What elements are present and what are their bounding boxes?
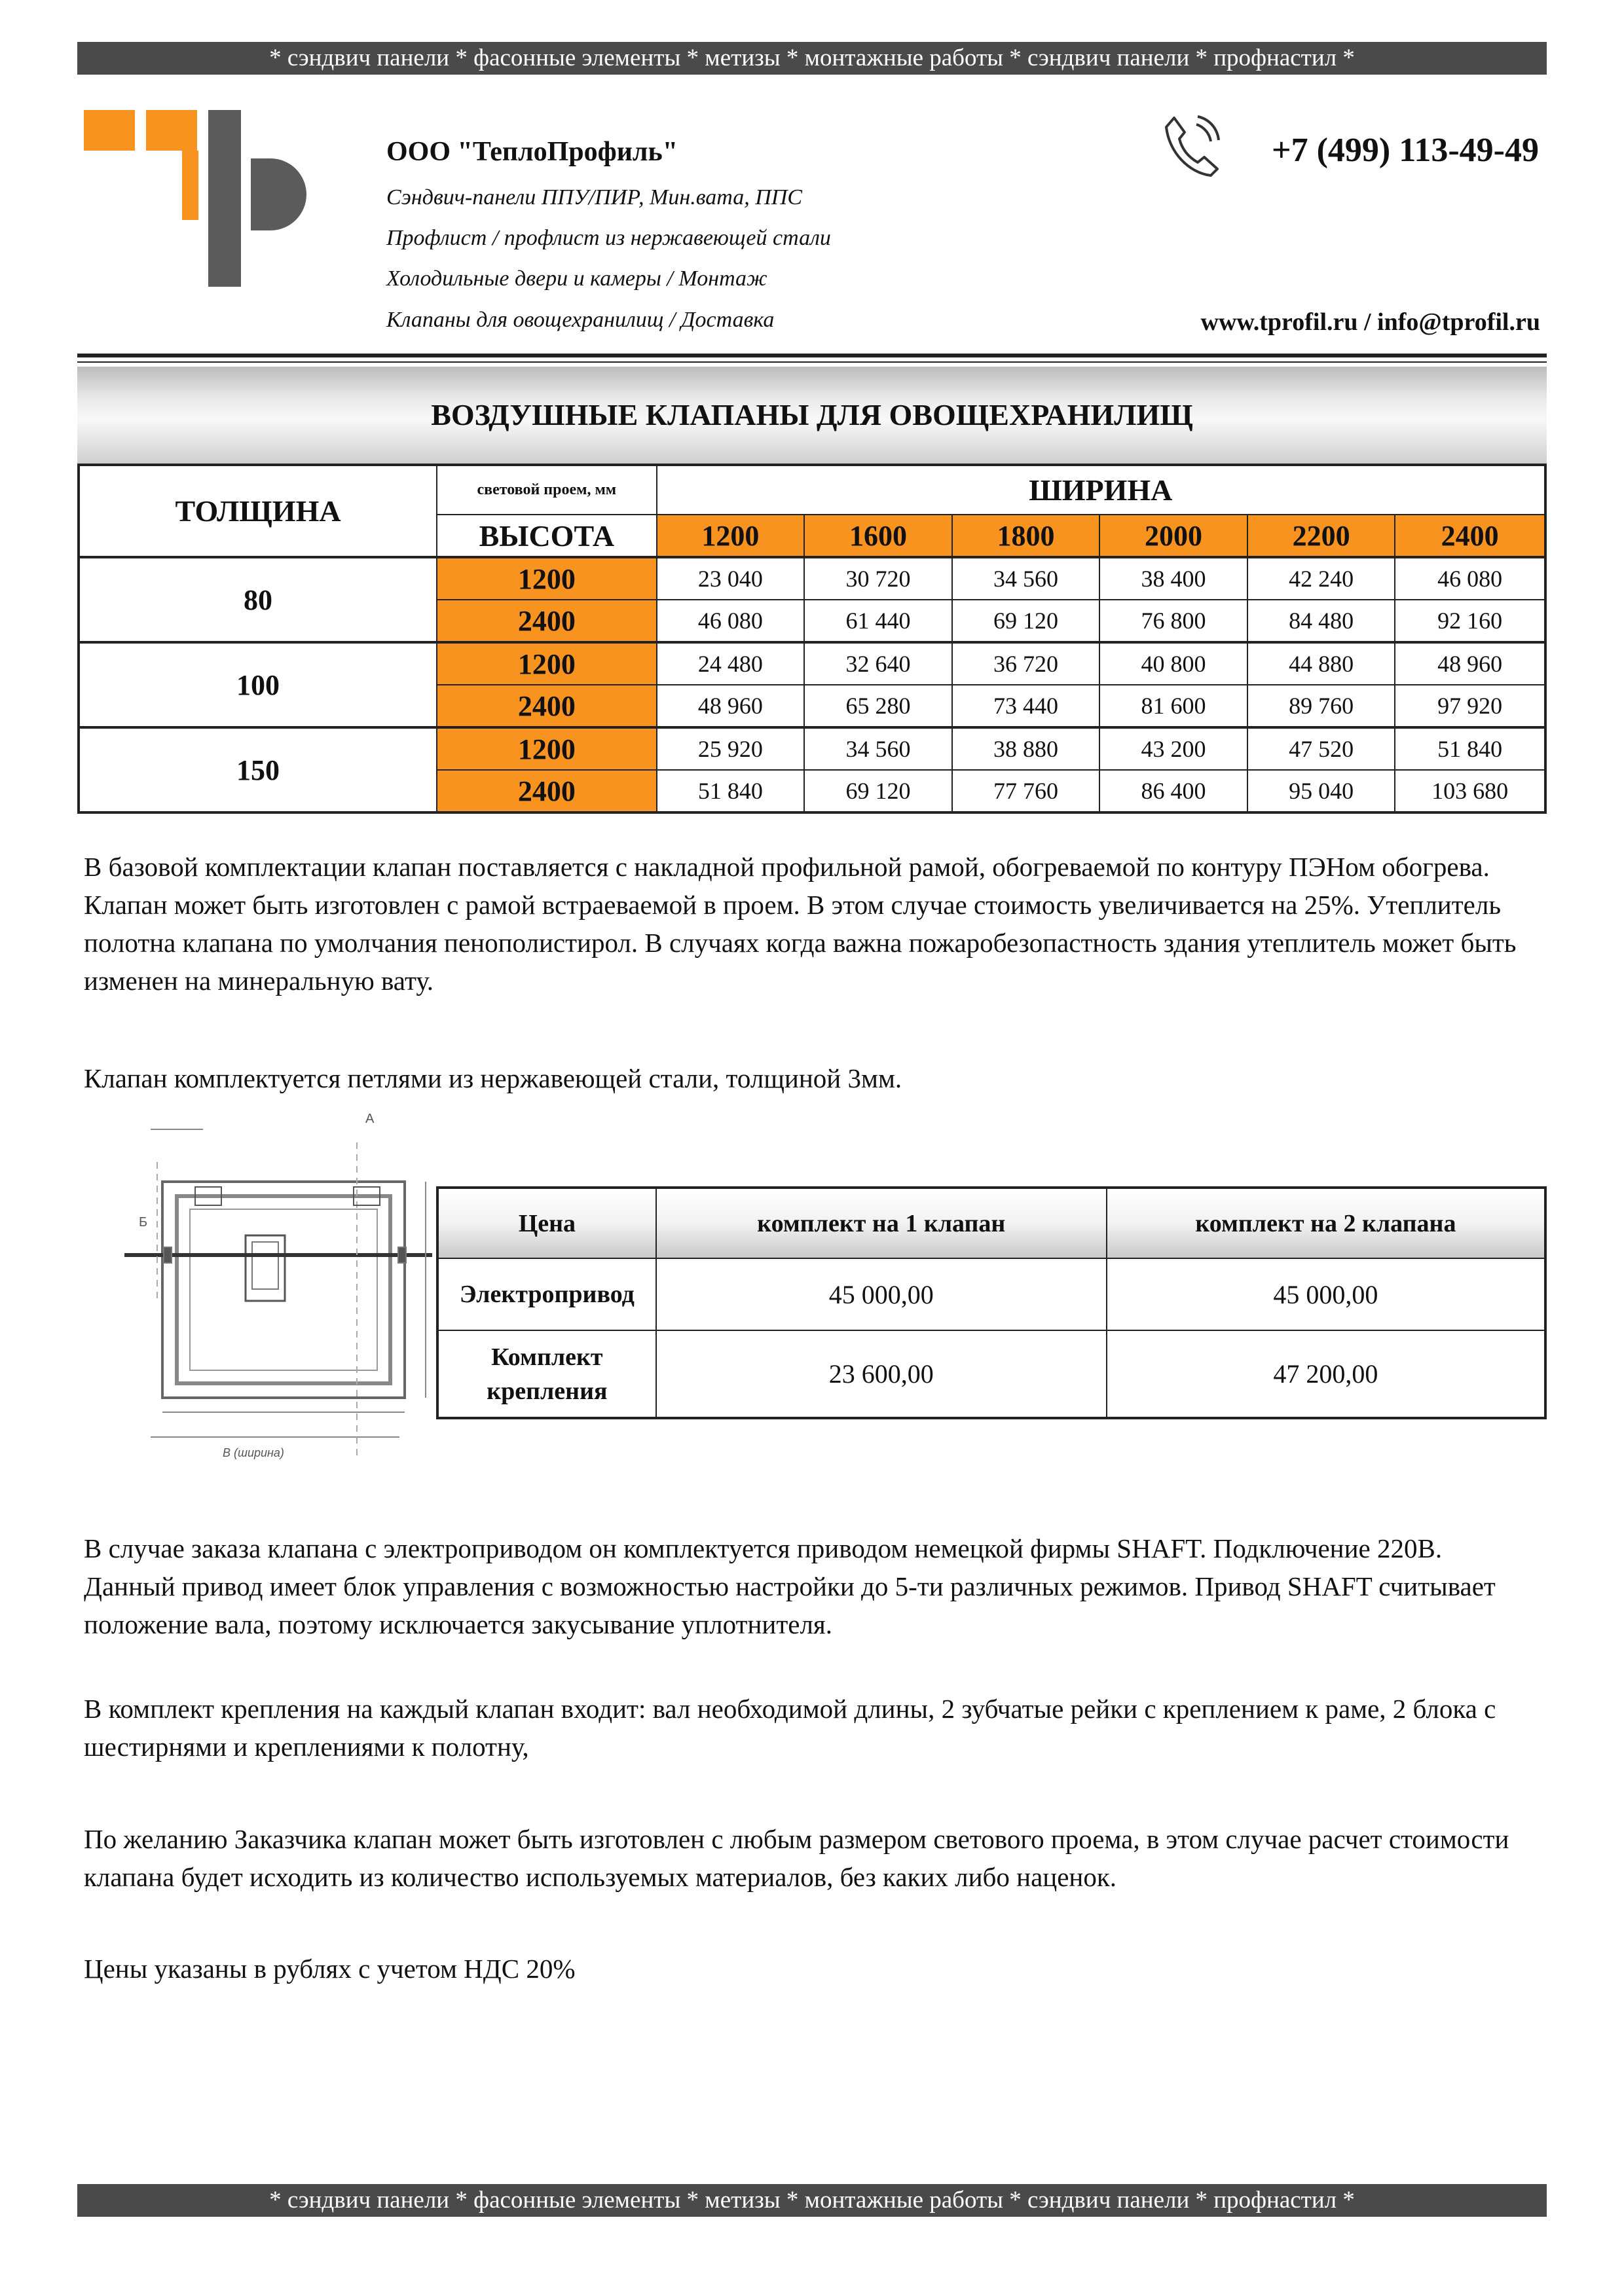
- price-cell: 48 960: [1395, 642, 1545, 685]
- header-one-valve: комплект на 1 клапан: [656, 1188, 1107, 1258]
- phone-number[interactable]: +7 (499) 113-49-49: [1271, 132, 1539, 169]
- price-cell: 42 240: [1247, 557, 1395, 600]
- price-cell: 69 120: [804, 770, 952, 812]
- height-header: ВЫСОТА: [437, 515, 657, 557]
- price-cell: 89 760: [1247, 685, 1395, 727]
- row-label-drive: Электропривод: [437, 1258, 656, 1330]
- price-table: [77, 464, 1547, 814]
- tagline-4: Клапаны для овощехранилищ / Доставка: [386, 308, 775, 332]
- price-cell: 45 000,00: [656, 1258, 1107, 1330]
- company-logo: [84, 106, 359, 289]
- drawing-label-b: Б: [139, 1215, 148, 1230]
- paragraph-shaft-drive: В случае заказа клапана с электроприводом он комплектуется приводом немецкой фирмы SHAFT. Подключение 220В. Данный привод имеет блок управления с возможностью настройки до 5-ти различных режимов. Привод SHAFT считывает положение вала, поэтому исключается закусывание уплотнителя.: [84, 1533, 1496, 1639]
- price-cell: 69 120: [952, 600, 1100, 642]
- width-1800: 1800: [952, 515, 1100, 557]
- tagline-3: Холодильные двери и камеры / Монтаж: [386, 266, 767, 291]
- drawing-label-width: В (ширина): [223, 1446, 284, 1459]
- tagline-1: Сэндвич-панели ППУ/ПИР, Мин.вата, ППС: [386, 185, 802, 210]
- price-cell: 47 200,00: [1107, 1330, 1545, 1418]
- height-cell: 1200: [437, 642, 657, 685]
- price-cell: 23 600,00: [656, 1330, 1107, 1418]
- height-cell: 2400: [437, 600, 657, 642]
- price-cell: 48 960: [657, 685, 805, 727]
- price-cell: 51 840: [657, 770, 805, 812]
- logo-block-4: [208, 110, 241, 287]
- price-cell: 86 400: [1099, 770, 1247, 812]
- website-email[interactable]: www.tprofil.ru / info@tprofil.ru: [1200, 308, 1540, 336]
- price-cell: 23 040: [657, 557, 805, 600]
- price-cell: 92 160: [1395, 600, 1545, 642]
- price-cell: 46 080: [1395, 557, 1545, 600]
- price-cell: 38 400: [1099, 557, 1247, 600]
- drawing-label-a: А: [365, 1112, 375, 1126]
- height-cell: 1200: [437, 557, 657, 600]
- opening-header: световой проем, мм: [437, 465, 657, 515]
- price-cell: 81 600: [1099, 685, 1247, 727]
- price-cell: 30 720: [804, 557, 952, 600]
- paragraph-vat-note: Цены указаны в рублях с учетом НДС 20%: [84, 1954, 576, 1984]
- page-title: ВОЗДУШНЫЕ КЛАПАНЫ ДЛЯ ОВОЩЕХРАНИЛИЩ: [77, 367, 1547, 464]
- tagline-2: Профлист / профлист из нержавеющей стали: [386, 226, 831, 250]
- price-cell: 24 480: [657, 642, 805, 685]
- paragraph-mounting-kit: В комплект крепления на каждый клапан входит: вал необходимой длины, 2 зубчатые рейки с креплением к раме, 2 блока с шестирнями и креплениями к полотну,: [84, 1694, 1496, 1762]
- table-row: [79, 642, 1545, 685]
- row-label-mounting: Комплект крепления: [437, 1330, 656, 1418]
- top-banner: * сэндвич панели * фасонные элементы * метизы * монтажные работы * сэндвич панели * профнастил *: [77, 42, 1547, 75]
- component-price-table: [436, 1186, 1547, 1419]
- price-cell: 34 560: [804, 727, 952, 770]
- height-cell: 1200: [437, 727, 657, 770]
- price-cell: 47 520: [1247, 727, 1395, 770]
- logo-block-5: [251, 158, 306, 230]
- paragraph-hinges: Клапан комплектуется петлями из нержавеющей стали, толщиной 3мм.: [84, 1063, 902, 1093]
- price-cell: 46 080: [657, 600, 805, 642]
- thickness-80: 80: [79, 557, 437, 642]
- price-cell: 77 760: [952, 770, 1100, 812]
- logo-block-3: [182, 151, 198, 220]
- height-cell: 2400: [437, 685, 657, 727]
- price-cell: 40 800: [1099, 642, 1247, 685]
- header-divider: [77, 354, 1547, 357]
- width-2000: 2000: [1099, 515, 1247, 557]
- thickness-header: ТОЛЩИНА: [79, 465, 437, 557]
- price-cell: 25 920: [657, 727, 805, 770]
- table-row: [79, 727, 1545, 770]
- price-cell: 84 480: [1247, 600, 1395, 642]
- price-cell: 36 720: [952, 642, 1100, 685]
- width-2400: 2400: [1395, 515, 1545, 557]
- logo-block-1: [84, 110, 135, 151]
- width-header: ШИРИНА: [657, 465, 1545, 515]
- header-divider-thin: [77, 361, 1547, 363]
- table-row: [79, 557, 1545, 600]
- price-cell: 65 280: [804, 685, 952, 727]
- price-cell: 38 880: [952, 727, 1100, 770]
- valve-drawing: [85, 1103, 432, 1476]
- price-cell: 73 440: [952, 685, 1100, 727]
- company-name: ООО "ТеплоПрофиль": [386, 137, 678, 167]
- price-cell: 61 440: [804, 600, 952, 642]
- price-cell: 44 880: [1247, 642, 1395, 685]
- price-cell: 97 920: [1395, 685, 1545, 727]
- table-row: [437, 1258, 1545, 1330]
- header-price: Цена: [437, 1188, 656, 1258]
- bottom-banner: * сэндвич панели * фасонные элементы * метизы * монтажные работы * сэндвич панели * профнастил *: [77, 2184, 1547, 2217]
- table-row: [437, 1330, 1545, 1418]
- height-cell: 2400: [437, 770, 657, 812]
- price-cell: 76 800: [1099, 600, 1247, 642]
- logo-block-2: [146, 110, 197, 151]
- width-2200: 2200: [1247, 515, 1395, 557]
- price-cell: 43 200: [1099, 727, 1247, 770]
- phone-icon: [1162, 113, 1221, 178]
- paragraph-custom-size: По желанию Заказчика клапан может быть изготовлен с любым размером светового проема, в этом случае расчет стоимости клапана будет исходить из количество используемых материалов, без каких либо наценок.: [84, 1824, 1509, 1892]
- price-cell: 45 000,00: [1107, 1258, 1545, 1330]
- thickness-100: 100: [79, 642, 437, 727]
- price-cell: 51 840: [1395, 727, 1545, 770]
- paragraph-base-config: В базовой комплектации клапан поставляется с накладной профильной рамой, обогреваемой по контуру ПЭНом обогрева. Клапан может быть изготовлен с рамой встраеваемой в проем. В этом случае стоимость увеличивается на 25%. Утеплитель полотна клапана по умолчания пенополистирол. В случаях когда важна пожаробезопастность здания утеплитель может быть изменен на минеральную вату.: [84, 852, 1517, 996]
- width-1200: 1200: [657, 515, 805, 557]
- header-two-valves: комплект на 2 клапана: [1107, 1188, 1545, 1258]
- price-cell: 103 680: [1395, 770, 1545, 812]
- price-cell: 34 560: [952, 557, 1100, 600]
- price-cell: 95 040: [1247, 770, 1395, 812]
- width-1600: 1600: [804, 515, 952, 557]
- thickness-150: 150: [79, 727, 437, 812]
- price-cell: 32 640: [804, 642, 952, 685]
